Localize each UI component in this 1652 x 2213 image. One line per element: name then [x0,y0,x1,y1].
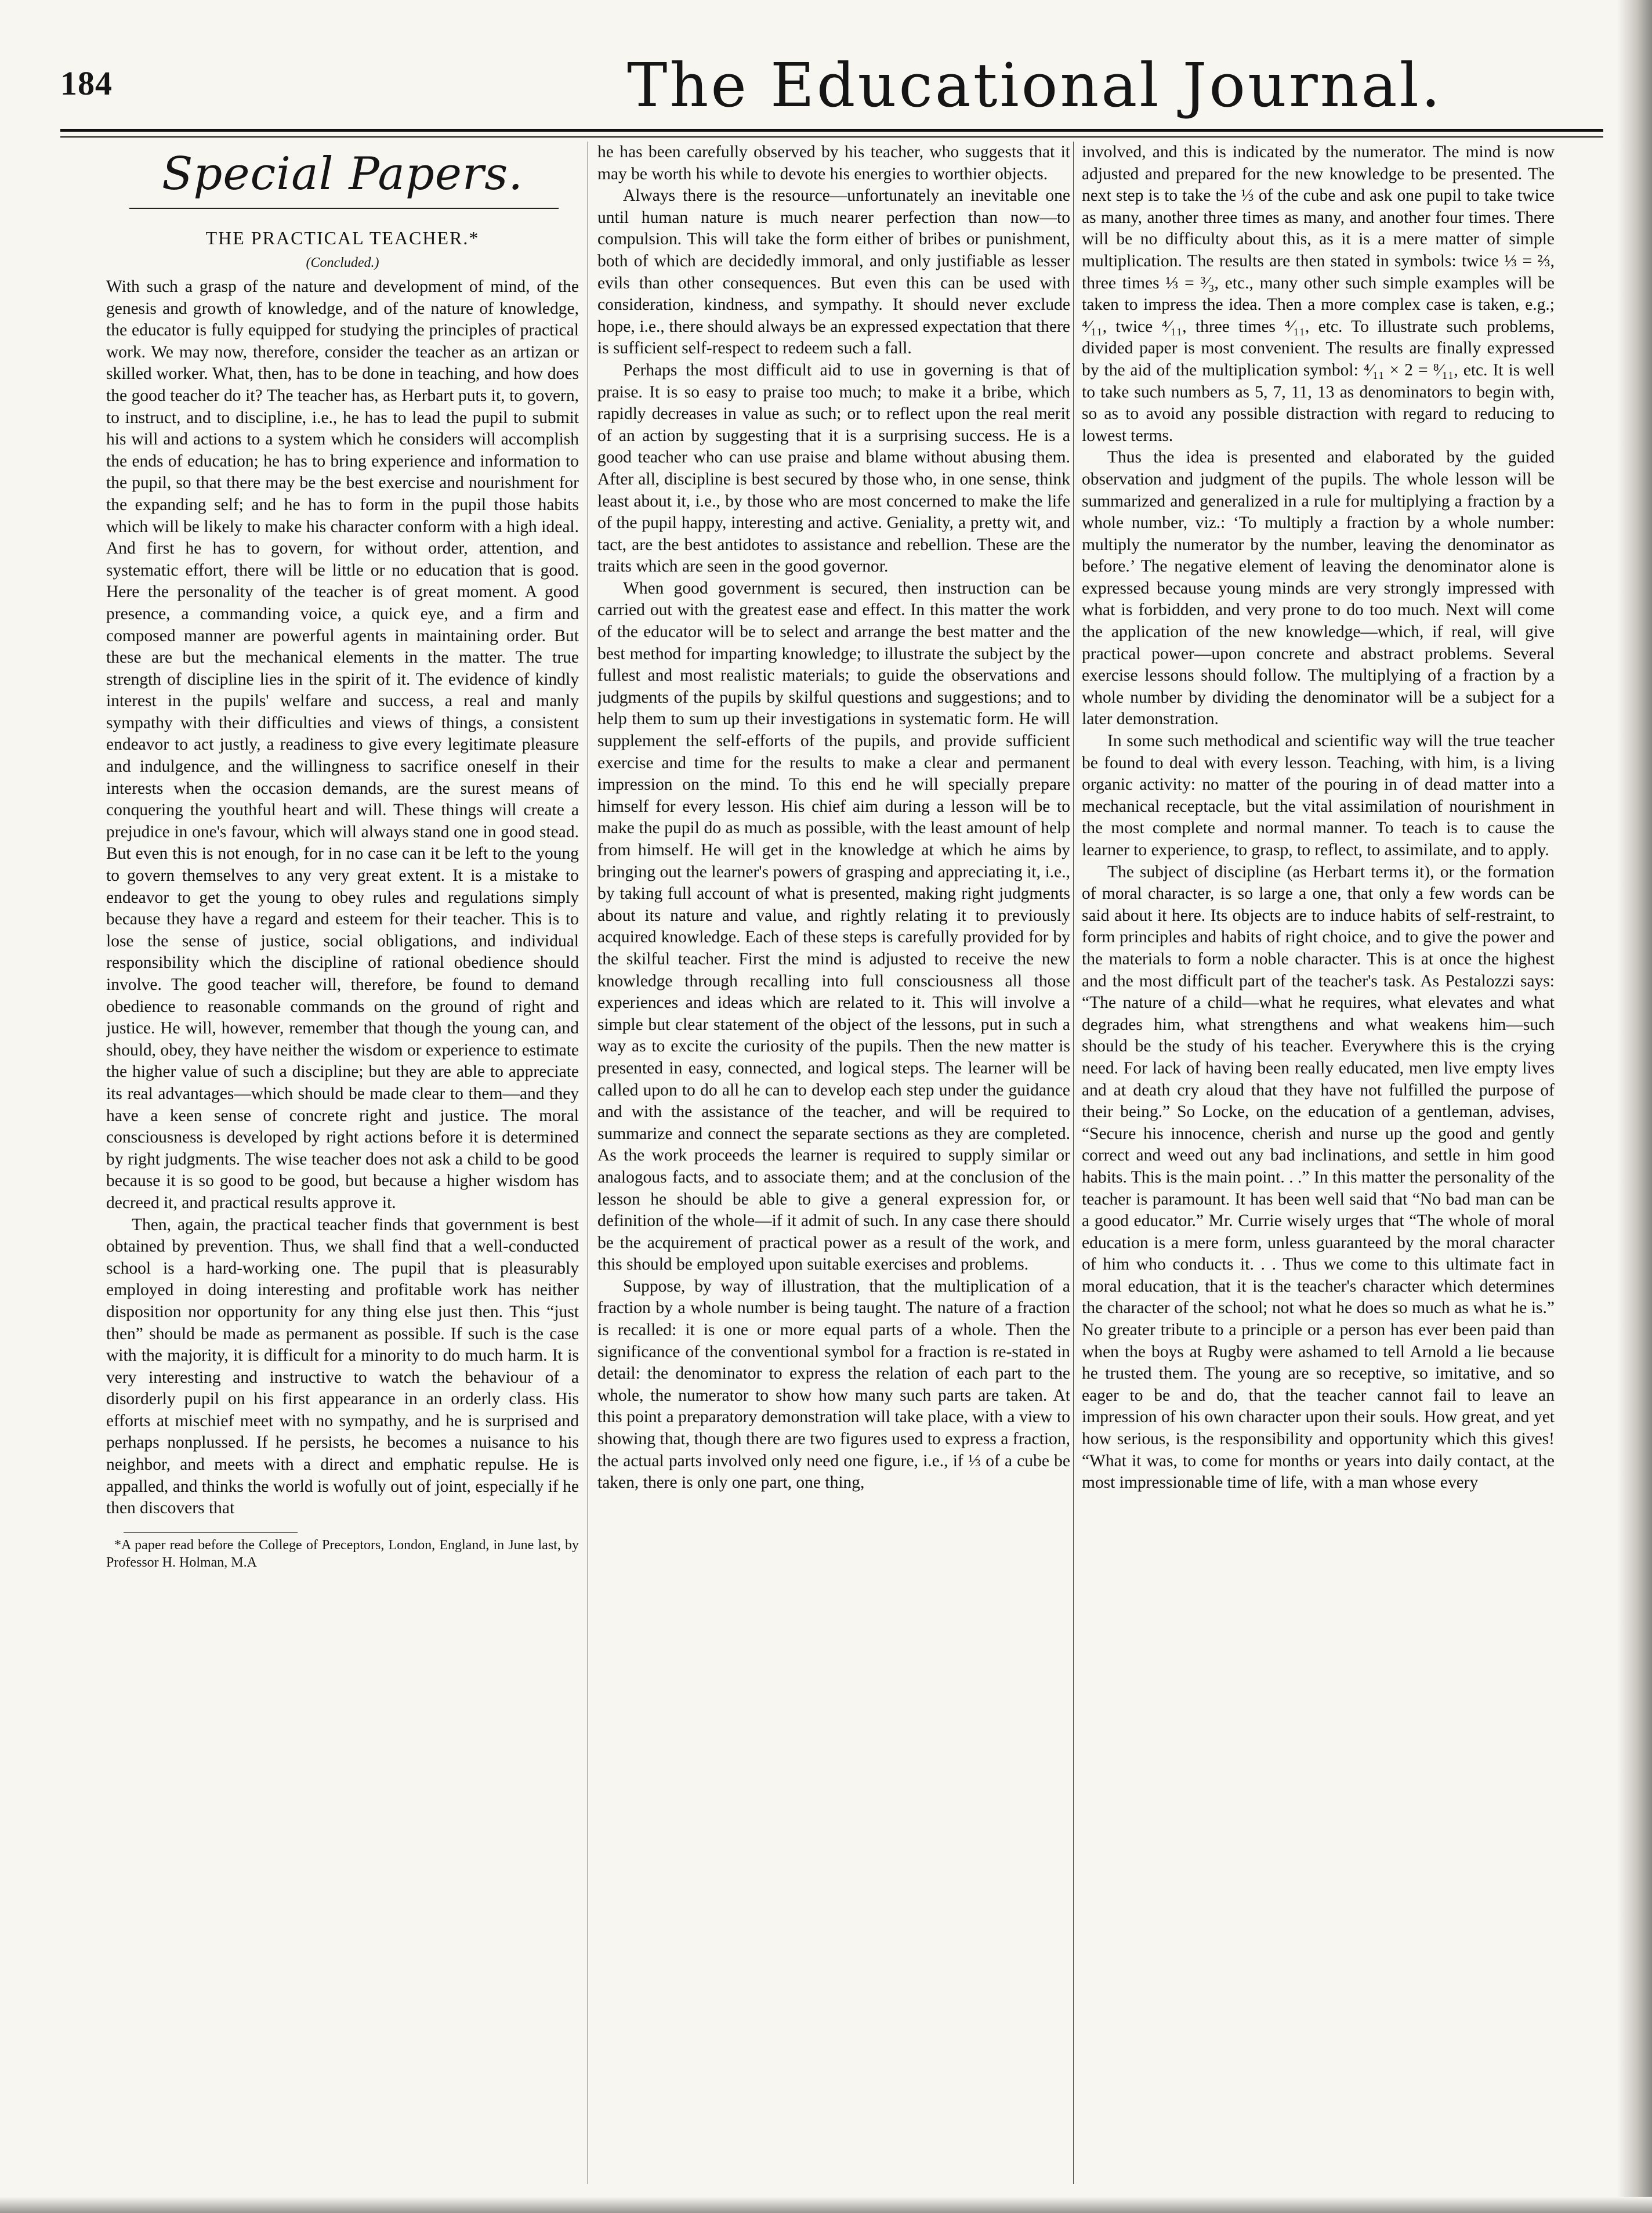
article-title: THE PRACTICAL TEACHER.* [205,227,480,248]
scan-edge-shadow [1617,0,1652,2213]
paragraph: he has been carefully observed by his teacher, who suggests that it may be worth his while to devote his energies to worthier objects. [597,143,1070,183]
paragraph: involved, and this is indicated by the numerator. The mind is now adjusted and prepared for the new knowledge to be presented. The next step is to take the ⅓ of the cube and ask one pupil to take twice as many, another three times as many, and another four times. There will be no difficulty about this, as it is a mere matter of simple multiplication. The results are then stated in symbols: twice ⅓ = ⅔, three times ⅓ = ³⁄₃, etc., many other such simple examples will be taken to impress the idea. Then a more complex case is taken, e.g.; ⁴⁄₁₁, twice ⁴⁄₁₁, three times ⁴⁄₁₁, etc. To illustrate such problems, divided paper is most convenient. The results are finally expressed by the aid of the multiplication symbol: ⁴⁄₁₁ × 2 = ⁸⁄₁₁, etc. It is well to take such numbers as 5, 7, 11, 13 as denominators to begin with, so as to avoid any possible distraction with regard to reducing to lowest terms. [1082,143,1555,445]
footnote-rule [124,1532,298,1533]
paragraph: Thus the idea is presented and elaborated by the guided observation and judgment of the pupils. The whole lesson will be summarized and generalized in a rule for multiplying a fraction by a whole number, viz.: ‘To multiply a fraction by a whole number: multiply the numerator by the number, leaving the denominator as before.’ The negative element of leaving the denominator alone is expressed because young minds are very strongly impressed with what is forbidden, and very prone to do too much. Next will come the application of the new knowledge—which, if real, will give practical power—upon concrete and abstract problems. Several exercise lessons should follow. The multiplying of a fraction by a whole number by dividing the denominator will be a subject for a later demonstration. [1082,448,1555,729]
column-1 [106,142,579,2190]
page-number: 184 [60,64,113,102]
footnote: *A paper read before the College of Preceptors, London, England, in June last, by Professor H. Holman, M.A [106,1537,579,1570]
section-title-rule [129,208,559,209]
article-subtitle: (Concluded.) [306,255,379,270]
column-divider [1073,142,1074,2184]
header-rule [60,129,1603,138]
paragraph: When good government is secured, then instruction can be carried out with the greatest ease and effect. In this matter the work of the educator will be to select and arrange the best matter and the best method for imparting knowledge; to illustrate the subject by the fullest and most realistic materials; to guide the observations and judgments of the pupils by skilful questions and suggestions; and to help them to sum up their investigations in systematic form. He will supplement the self-efforts of the pupils, and provide sufficient exercise and time for the results to make a clear and permanent impression on the mind. To this end he will specially prepare himself for every lesson. His chief aim during a lesson will be to make the pupil do as much as possible, with the least amount of help from himself. He will get in the knowledge at which he aims by bringing out the learner's powers of grasping and appreciating it, i.e., by taking full account of what is presented, making right judgments about its nature and value, and rightly relating it to previously acquired knowledge. Each of these steps is carefully provided for by the skilful teacher. First the mind is adjusted to receive the new knowledge through recalling into full consciousness all those experiences and ideas which are related to it. This will involve a simple but clear statement of the object of the lessons, put in such a way as to excite the curiosity of the pupils. Then the new matter is presented in easy, connected, and logical steps. The learner will be called upon to do all he can to develop each step under the guidance and with the assistance of the teacher, and will be required to summarize and connect the separate sections as they are completed. As the work proceeds the learner is required to supply similar or analogous facts, and to associate them; and at the conclusion of the lesson he should be able to give a general expression for, or definition of the whole—if it admit of such. In any case there should be the acquirement of practical power as a result of the work, and this should be employed upon suitable exercises and problems. [597,578,1070,1274]
masthead-title: The Educational Journal. [627,50,1443,121]
column-2 [597,142,1070,2190]
paragraph: Always there is the resource—unfortunately an inevitable one until human nature is much nearer perfection than now—to compulsion. This will take the form either of bribes or punishment, both of which are decidedly immoral, and only justifiable as lesser evils than other consequences. But even this can be used with consideration, kindness, and sympathy. It should never exclude hope, i.e., there should always be an expressed expectation that there is sufficient self-respect to redeem such a fall. [597,186,1070,358]
section-title: Special Papers. [161,148,524,200]
scan-bottom-shadow [0,2197,1652,2213]
paragraph: In some such methodical and scientific way will the true teacher be found to deal with every lesson. Teaching, with him, is a living organic activity: no matter of the pouring in of dead matter into a mechanical receptacle, but the vital assimilation of nourishment in the most complete and normal manner. To teach is to cause the learner to experience, to grasp, to reflect, to assimilate, and to apply. [1082,732,1555,859]
paragraph: Then, again, the practical teacher finds that government is best obtained by prevention. Thus, we shall find that a well-conducted school is a hard-working one. The pupil that is pleasurably employed in doing interesting and profitable work has neither disposition nor opportunity for any thing else just then. This “just then” should be made as permanent as possible. If such is the case with the majority, it is difficult for a minority to do much harm. It is very interesting and instructive to watch the behaviour of a disorderly pupil on his first appearance in an orderly class. His efforts at mischief meet with no sympathy, and he is surprised and perhaps nonplussed. If he persists, he becomes a nuisance to his neighbor, and meets with a direct and emphatic repulse. He is appalled, and thinks the world is wofully out of joint, especially if he then discovers that [106,1215,579,1518]
paragraph: Suppose, by way of illustration, that the multiplication of a fraction by a whole number is being taught. The nature of a fraction is recalled: it is one or more equal parts of a whole. Then the significance of the conventional symbol for a fraction is re-stated in detail: the denominator to express the relation of each part to the whole, the numerator to show how many such parts are taken. At this point a preparatory demonstration will take place, with a view to showing that, though there are two figures used to express a fraction, the actual parts involved only need one figure, i.e., if ⅓ of a cube be taken, there is only one part, one thing, [597,1277,1070,1492]
paragraph: The subject of discipline (as Herbart terms it), or the formation of moral character, is so large a one, that only a few words can be said about it here. Its objects are to induce habits of self-restraint, to form principles and habits of right choice, and to give the power and the materials to form a noble character. This is at once the highest and the most difficult part of the teacher's task. As Pestalozzi says: “The nature of a child—what he requires, what elevates and what degrades him, what strengthens and what weakens him—such should be the study of his teacher. Everywhere this is the crying need. For lack of having been really educated, men live empty lives and at death cry aloud that they have not fulfilled the purpose of their being.” So Locke, on the education of a gentleman, advises, “Secure his innocence, cherish and nurse up the good and gently correct and weed out any bad inclinations, and settle in him good habits. This is the main point. . .” In this matter the personality of the teacher is paramount. It has been well said that “No bad man can be a good educator.” Mr. Currie wisely urges that “The whole of moral education is a mere form, unless guaranteed by the moral character of him who conducts it. . . Thus we come to this ultimate fact in moral education, that it is the teacher's character which determines the character of the school; not what he does so much as what he is.” No greater tribute to a principle or a person has ever been paid than when the boys at Rugby were ashamed to tell Arnold a lie because he trusted them. The young are so receptive, so imitative, and so eager to be and do, that the teacher cannot fail to leave an impression of his own character upon their souls. How great, and yet how serious, is the responsibility and opportunity which this gives! “What it was, to come for months or years into daily contact, at the most impressionable time of life, with a man whose every [1082,862,1555,1492]
paragraph: Perhaps the most difficult aid to use in governing is that of praise. It is so easy to praise too much; to make it a bribe, which rapidly decreases in value as such; or to reflect upon the real merit of an action by suggesting that it is a surprising success. He is a good teacher who can use praise and blame without abusing them. After all, discipline is best secured by those who, in one sense, think least about it, i.e., by those who are most concerned to make the life of the pupil happy, interesting and active. Geniality, a pretty wit, and tact, are the best antidotes to assistance and rebellion. These are the traits which are seen in the good governor. [597,360,1070,576]
paragraph: With such a grasp of the nature and development of mind, of the genesis and growth of knowledge, and of the nature of knowledge, the educator is fully equipped for studying the principles of practical work. We may now, therefore, consider the teacher as an artizan or skilled worker. What, then, has to be done in teaching, and how does the good teacher do it? The teacher has, as Herbart puts it, to govern, to instruct, and to discipline, i.e., he has to lead the pupil to submit his will and actions to a system which he considers will accomplish the ends of education; he has to bring experience and information to the pupil, so that there may be the best exercise and nourishment for the expanding self; and he has to form in the pupil those habits which will be likely to make his character conform with a high ideal. And first he has to govern, for without order, attention, and systematic effort, there will be little or no education that is good. Here the personality of the teacher is of great moment. A good presence, a commanding voice, a quick eye, and a firm and composed manner are powerful agents in maintaining order. But these are but the mechanical elements in the matter. The true strength of discipline lies in the spirit of it. The evidence of kindly interest in the pupils' welfare and success, a real and manly sympathy with their difficulties and views of things, a consistent endeavor to act justly, a readiness to give every legitimate pleasure and indulgence, and the willingness to sacrifice oneself in their interests when the occasion demands, are the surest means of conquering the youthful heart and will. These things will create a prejudice in one's favour, which will always stand one in good stead. But even this is not enough, for in no case can it be left to the young to govern themselves to any very great extent. It is a mistake to endeavor to get the young to obey rules and regulations simply because they have a regard and esteem for their teacher. This is to lose the sense of justice, social obligations, and individual responsibility which the discipline of rational obedience should involve. The good teacher will, therefore, be found to demand obedience to reasonable commands on the ground of right and justice. He will, however, remember that though the young can, and should, obey, they have neither the wisdom or experience to estimate the higher value of such a discipline; but they are able to appreciate its real advantages—which should be made clear to them—and they have a keen sense of concrete right and justice. The moral consciousness is developed by right actions before it is determined by right judgments. The wise teacher does not ask a child to be good because it is so good to be good, but because a higher wisdom has decreed it, and practical results approve it. [106,277,579,1212]
column-3 [1082,142,1555,2190]
page-header [60,50,1603,123]
